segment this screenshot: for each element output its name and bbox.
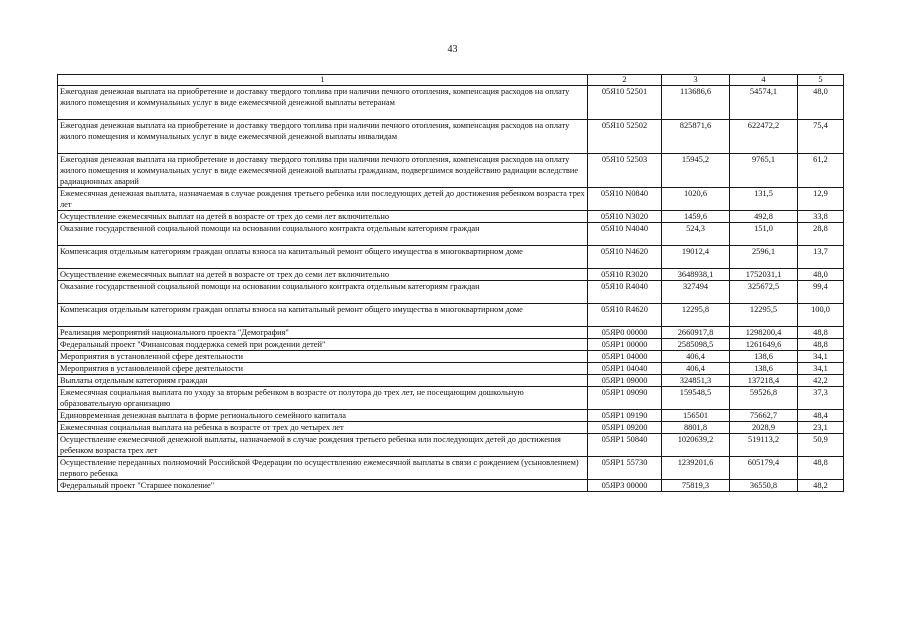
row-value-4: 137218,4	[730, 375, 798, 387]
row-value-5: 42,2	[798, 375, 844, 387]
row-code: 05Я10 N4040	[588, 223, 662, 246]
row-name: Ежемесячная социальная выплата на ребенка в возрасте от трех до четырех лет	[58, 422, 588, 434]
table-row	[58, 339, 844, 351]
table-row	[58, 375, 844, 387]
table-row	[58, 246, 844, 269]
row-code: 05Я10 52503	[588, 154, 662, 188]
table-body	[58, 86, 844, 492]
row-value-3: 15945,2	[662, 154, 730, 188]
row-value-3: 406,4	[662, 351, 730, 363]
row-value-4: 12295,5	[730, 304, 798, 327]
row-code: 05ЯР0 00000	[588, 327, 662, 339]
table-row	[58, 434, 844, 457]
row-value-3: 324851,3	[662, 375, 730, 387]
table-row	[58, 269, 844, 281]
row-code: 05Я10 52502	[588, 120, 662, 154]
row-value-5: 48,0	[798, 269, 844, 281]
table-row	[58, 351, 844, 363]
row-value-3: 2660917,8	[662, 327, 730, 339]
row-code: 05ЯР1 09190	[588, 410, 662, 422]
row-value-5: 13,7	[798, 246, 844, 269]
row-value-4: 75662,7	[730, 410, 798, 422]
row-value-4: 605179,4	[730, 457, 798, 480]
row-name: Ежегодная денежная выплата на приобретение и доставку твердого топлива при наличии печного отопления, компенсация расходов на оплату жилого помещения и коммунальных услуг в виде ежемесячной денежной выплаты гражданам, подвергшимся воздействию радиации вследствие радиационных аварий	[58, 154, 588, 188]
row-name: Выплаты отдельным категориям граждан	[58, 375, 588, 387]
row-value-5: 48,8	[798, 457, 844, 480]
row-name: Федеральный проект "Старшее поколение"	[58, 480, 588, 492]
row-value-4: 325672,5	[730, 281, 798, 304]
row-value-5: 48,4	[798, 410, 844, 422]
row-code: 05ЯР1 09090	[588, 387, 662, 410]
row-value-5: 48,2	[798, 480, 844, 492]
row-code: 05Я10 N3020	[588, 211, 662, 223]
row-name: Федеральный проект "Финансовая поддержка семей при рождении детей"	[58, 339, 588, 351]
row-name: Ежемесячная денежная выплата, назначаемая в случае рождения третьего ребенка или последующих детей до достижения ребенком возраста трех лет	[58, 188, 588, 211]
page-number: 43	[447, 44, 458, 55]
table-row	[58, 154, 844, 188]
table-row	[58, 327, 844, 339]
table-row	[58, 86, 844, 120]
row-value-5: 100,0	[798, 304, 844, 327]
row-name: Осуществление ежемесячных выплат на детей в возрасте от трех до семи лет включительно	[58, 269, 588, 281]
row-value-4: 492,8	[730, 211, 798, 223]
table-row	[58, 304, 844, 327]
row-name: Оказание государственной социальной помощи на основании социального контракта отдельным категориям граждан	[58, 281, 588, 304]
row-name: Осуществление переданных полномочий Российской Федерации по осуществлению ежемесячной выплаты в связи с рождением (усыновлением) первого ребенка	[58, 457, 588, 480]
table-row	[58, 211, 844, 223]
row-value-3: 75819,3	[662, 480, 730, 492]
header-col-4: 4	[730, 75, 798, 86]
header-col-3: 3	[662, 75, 730, 86]
row-name: Компенсация отдельным категориям граждан оплаты взноса на капитальный ремонт общего имущества в многоквартирном доме	[58, 246, 588, 269]
row-value-5: 12,9	[798, 188, 844, 211]
row-value-5: 23,1	[798, 422, 844, 434]
row-name: Реализация мероприятий национального проекта "Демография"	[58, 327, 588, 339]
row-value-5: 48,8	[798, 327, 844, 339]
row-code: 05ЯР1 09200	[588, 422, 662, 434]
row-value-3: 406,4	[662, 363, 730, 375]
row-value-4: 9765,1	[730, 154, 798, 188]
row-value-4: 2028,9	[730, 422, 798, 434]
row-value-3: 825871,6	[662, 120, 730, 154]
row-name: Мероприятия в установленной сфере деятельности	[58, 363, 588, 375]
row-value-5: 28,8	[798, 223, 844, 246]
row-value-4: 151,0	[730, 223, 798, 246]
table-row	[58, 457, 844, 480]
row-value-3: 2585098,5	[662, 339, 730, 351]
row-value-5: 50,9	[798, 434, 844, 457]
row-code: 05ЯР1 04040	[588, 363, 662, 375]
header-row	[58, 75, 844, 86]
row-code: 05Я10 N4620	[588, 246, 662, 269]
row-value-5: 34,1	[798, 351, 844, 363]
row-value-3: 159548,5	[662, 387, 730, 410]
row-value-4: 519113,2	[730, 434, 798, 457]
table-row	[58, 188, 844, 211]
row-value-3: 1020,6	[662, 188, 730, 211]
row-value-3: 1239201,6	[662, 457, 730, 480]
row-code: 05ЯР1 04000	[588, 351, 662, 363]
row-code: 05Я10 R4620	[588, 304, 662, 327]
table-row	[58, 410, 844, 422]
row-code: 05ЯР3 00000	[588, 480, 662, 492]
header-col-2: 2	[588, 75, 662, 86]
row-code: 05ЯР1 50840	[588, 434, 662, 457]
row-code: 05ЯР1 00000	[588, 339, 662, 351]
row-value-3: 1459,6	[662, 211, 730, 223]
row-value-3: 156501	[662, 410, 730, 422]
row-value-5: 99,4	[798, 281, 844, 304]
row-value-4: 2596,1	[730, 246, 798, 269]
row-value-5: 37,3	[798, 387, 844, 410]
row-value-5: 61,2	[798, 154, 844, 188]
row-value-4: 36550,8	[730, 480, 798, 492]
row-value-5: 48,0	[798, 86, 844, 120]
row-value-5: 33,8	[798, 211, 844, 223]
row-code: 05Я10 R4040	[588, 281, 662, 304]
table-row	[58, 480, 844, 492]
row-value-3: 12295,8	[662, 304, 730, 327]
row-value-3: 113686,6	[662, 86, 730, 120]
row-value-4: 622472,2	[730, 120, 798, 154]
header-col-5: 5	[798, 75, 844, 86]
row-name: Ежемесячная социальная выплата по уходу за вторым ребенком в возрасте от полутора до трех лет, не посещающим дошкольную образовательную организацию	[58, 387, 588, 410]
row-value-4: 138,6	[730, 351, 798, 363]
row-code: 05Я10 R3020	[588, 269, 662, 281]
row-value-3: 1020639,2	[662, 434, 730, 457]
row-value-4: 59526,8	[730, 387, 798, 410]
row-value-5: 75,4	[798, 120, 844, 154]
row-value-4: 138,6	[730, 363, 798, 375]
row-value-3: 524,3	[662, 223, 730, 246]
row-name: Осуществление ежемесячной денежной выплаты, назначаемой в случае рождения третьего ребенка или последующих детей до достижения ребенком возраста трех лет	[58, 434, 588, 457]
row-value-3: 8801,8	[662, 422, 730, 434]
table-row	[58, 363, 844, 375]
table-row	[58, 422, 844, 434]
row-value-4: 1298200,4	[730, 327, 798, 339]
row-name: Ежегодная денежная выплата на приобретение и доставку твердого топлива при наличии печного отопления, компенсация расходов на оплату жилого помещения и коммунальных услуг в виде ежемесячной денежной выплаты инвалидам	[58, 120, 588, 154]
row-value-5: 34,1	[798, 363, 844, 375]
table-row	[58, 223, 844, 246]
row-value-3: 19012,4	[662, 246, 730, 269]
row-code: 05ЯР1 09000	[588, 375, 662, 387]
row-value-3: 3648938,1	[662, 269, 730, 281]
row-name: Оказание государственной социальной помощи на основании социального контракта отдельным категориям граждан	[58, 223, 588, 246]
row-code: 05Я10 N0840	[588, 188, 662, 211]
row-name: Компенсация отдельным категориям граждан оплаты взноса на капитальный ремонт общего имущества в многоквартирном доме	[58, 304, 588, 327]
table-row	[58, 387, 844, 410]
row-name: Осуществление ежемесячных выплат на детей в возрасте от трех до семи лет включительно	[58, 211, 588, 223]
row-value-4: 131,5	[730, 188, 798, 211]
row-value-4: 1261649,6	[730, 339, 798, 351]
row-name: Единовременная денежная выплата в форме регионального семейного капитала	[58, 410, 588, 422]
row-value-4: 54574,1	[730, 86, 798, 120]
budget-table	[57, 74, 844, 492]
row-code: 05ЯР1 55730	[588, 457, 662, 480]
row-value-5: 48,8	[798, 339, 844, 351]
table-row	[58, 281, 844, 304]
row-value-3: 327494	[662, 281, 730, 304]
row-name: Ежегодная денежная выплата на приобретение и доставку твердого топлива при наличии печного отопления, компенсация расходов на оплату жилого помещения и коммунальных услуг в виде ежемесячной денежной выплаты ветеранам	[58, 86, 588, 120]
row-code: 05Я10 52501	[588, 86, 662, 120]
row-value-4: 1752031,1	[730, 269, 798, 281]
header-col-1: 1	[58, 75, 588, 86]
table-row	[58, 120, 844, 154]
row-name: Мероприятия в установленной сфере деятельности	[58, 351, 588, 363]
